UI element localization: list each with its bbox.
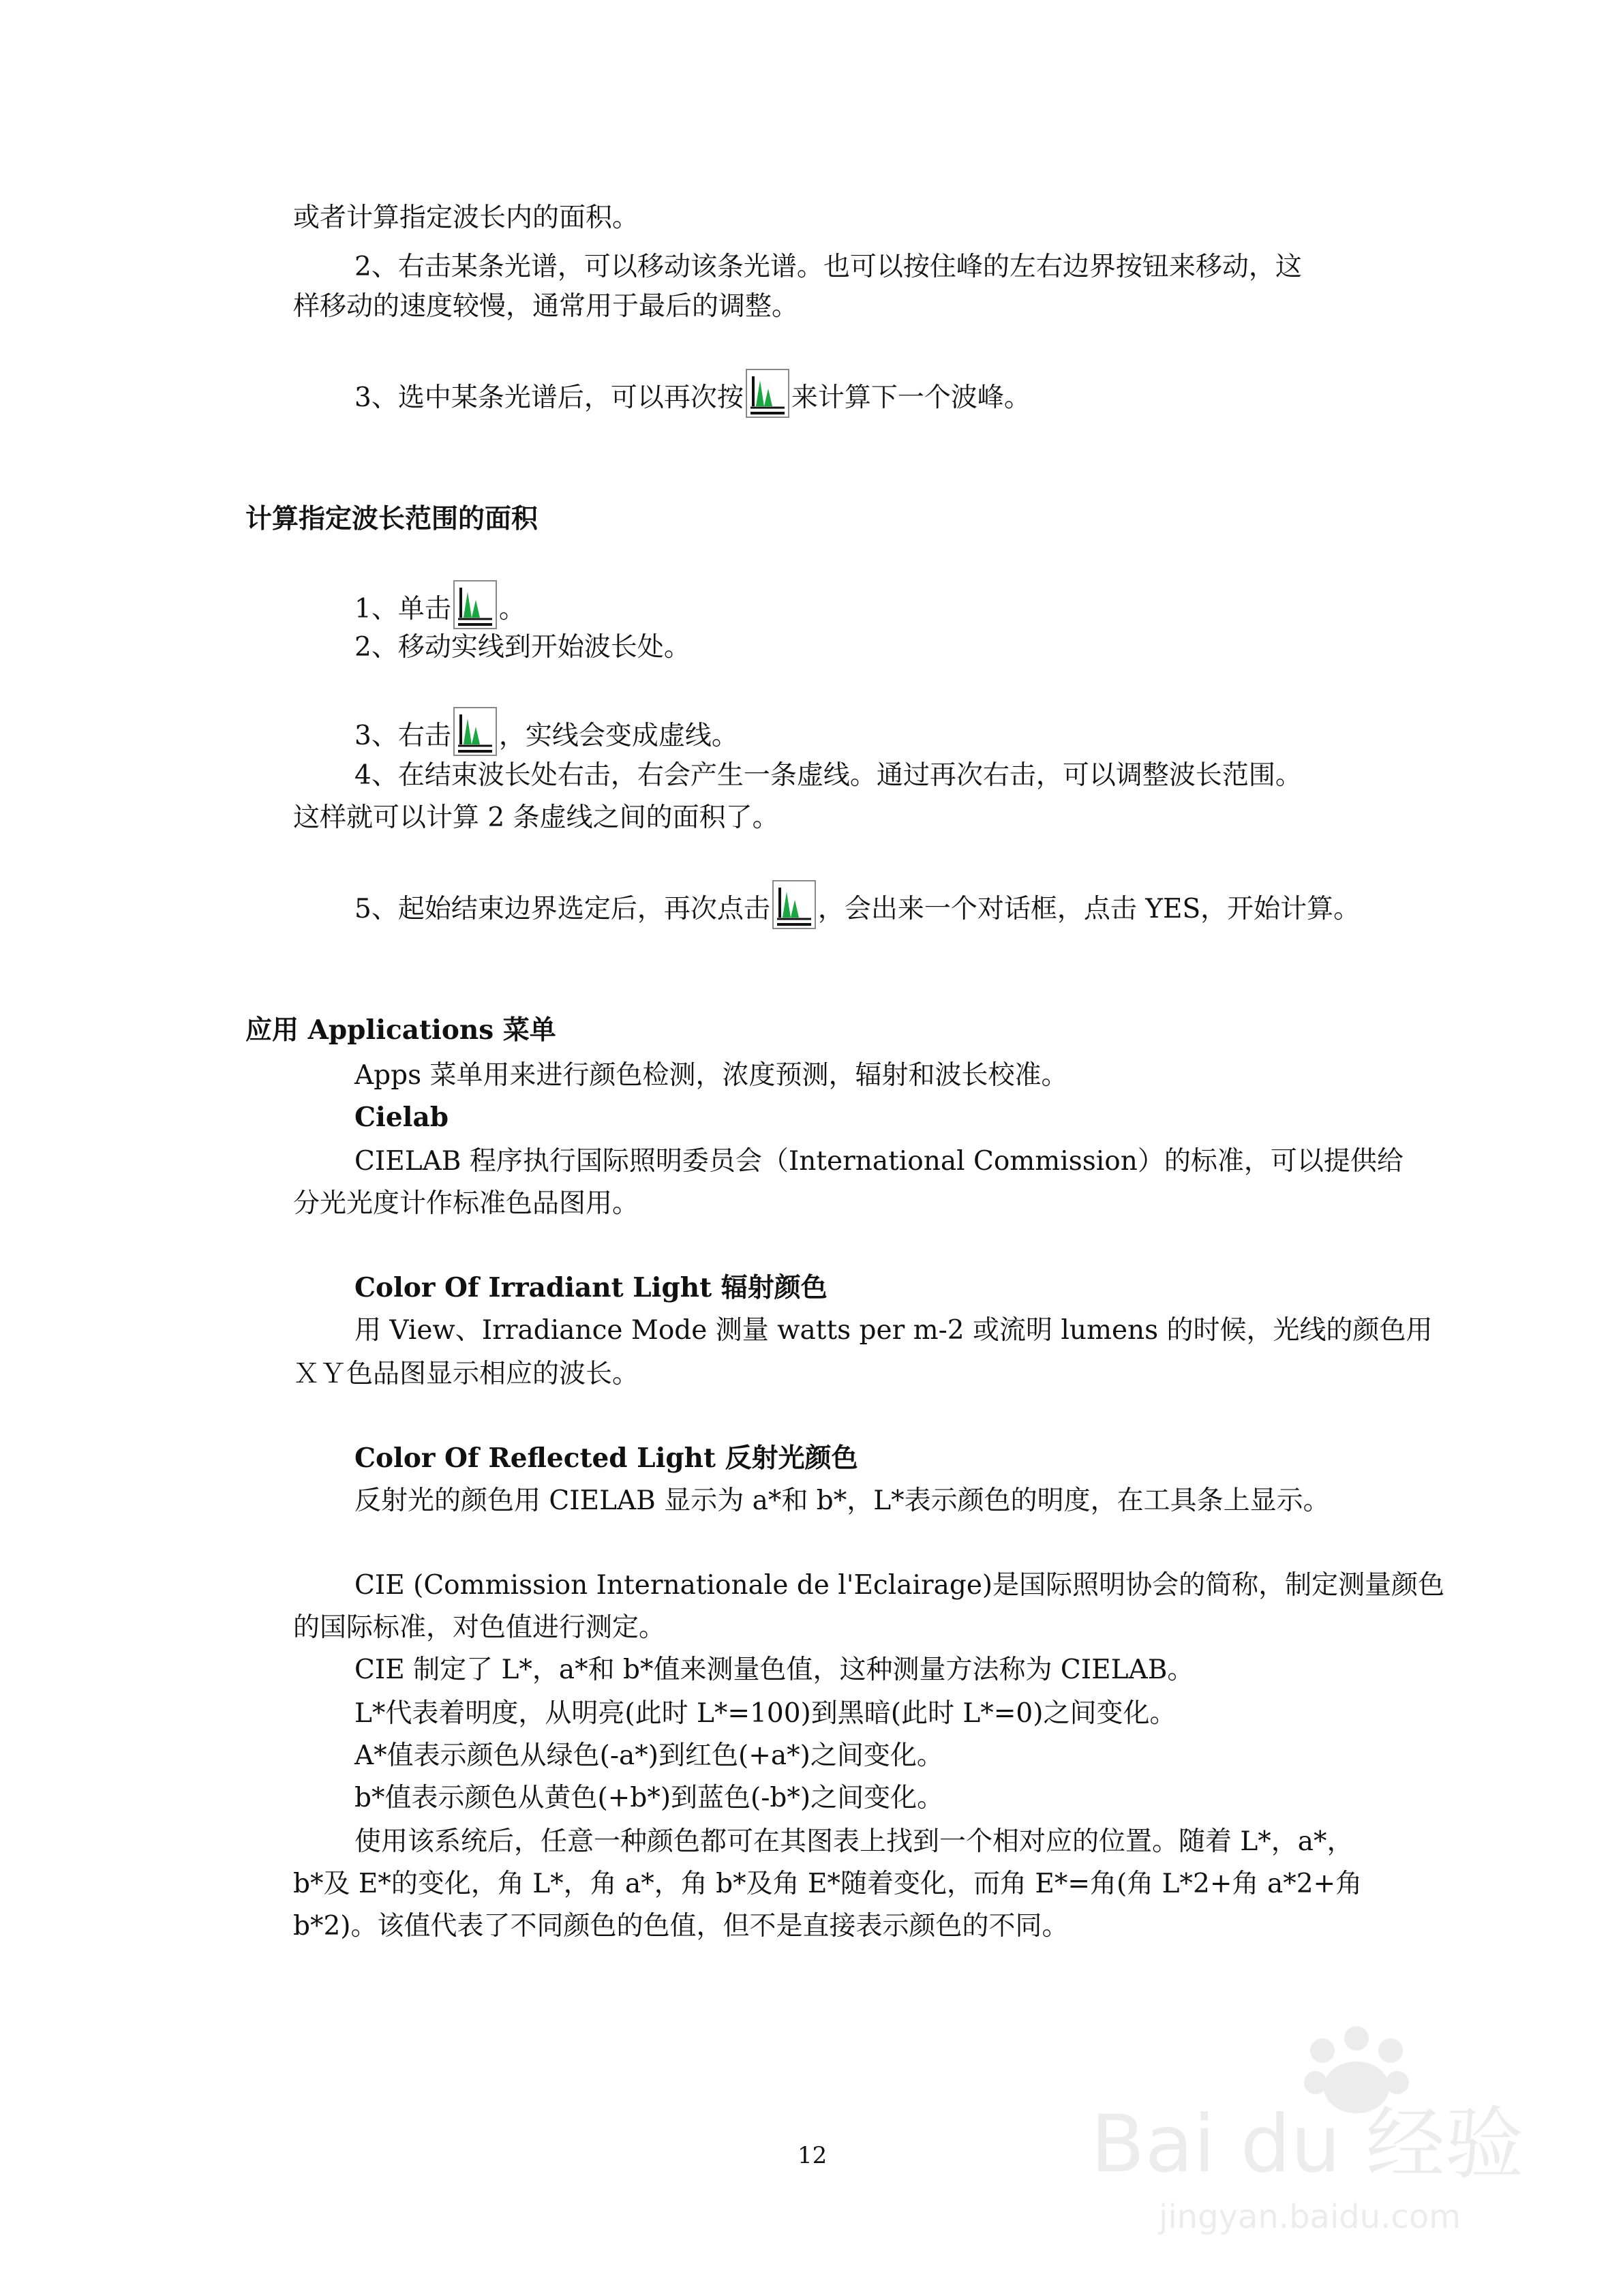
subheading: Color Of Reflected Light 反射光颜色 bbox=[354, 1442, 858, 1474]
paragraph-line: 分光光度计作标准色品图用。 bbox=[293, 1188, 639, 1219]
section-heading: 应用 Applications 菜单 bbox=[245, 1014, 556, 1046]
paragraph-line bbox=[354, 706, 738, 757]
paragraph-line: ＸＹ色品图显示相应的波长。 bbox=[293, 1359, 639, 1389]
paragraph-line: 反射光的颜色用 CIELAB 显示为 a*和 b*，L*表示颜色的明度，在工具条上显示。 bbox=[354, 1485, 1330, 1516]
paragraph-segment: 3、右击 bbox=[354, 721, 451, 751]
paragraph-line bbox=[354, 579, 526, 630]
paragraph-line: 的国际标准，对色值进行测定。 bbox=[293, 1612, 666, 1643]
paragraph-line: 这样就可以计算 2 条虚线之间的面积了。 bbox=[293, 802, 779, 833]
paragraph-segment: 。 bbox=[498, 594, 526, 624]
paragraph-line: b*2)。该值代表了不同颜色的色值，但不是直接表示颜色的不同。 bbox=[293, 1911, 1069, 1942]
paragraph-line bbox=[354, 879, 1360, 930]
peak-area-icon bbox=[453, 579, 498, 630]
paragraph-line: b*及 E*的变化，角 L*，角 a*，角 b*及角 E*随着变化，而角 E*=角(角 L*2+角 a*2+角 bbox=[293, 1869, 1363, 1899]
paragraph-line: 2、右击某条光谱，可以移动该条光谱。也可以按住峰的左右边界按钮来移动，这 bbox=[354, 252, 1302, 282]
page-number: 12 bbox=[798, 2142, 828, 2169]
paragraph-line: b*值表示颜色从黄色(+b*)到蓝色(-b*)之间变化。 bbox=[354, 1783, 944, 1813]
paragraph-line: A*值表示颜色从绿色(-a*)到红色(+a*)之间变化。 bbox=[354, 1740, 943, 1771]
paragraph-line bbox=[354, 368, 1031, 419]
subheading: Color Of Irradiant Light 辐射颜色 bbox=[354, 1272, 828, 1303]
paragraph-segment: ，实线会变成虚线。 bbox=[498, 721, 738, 751]
baidu-watermark bbox=[1077, 2011, 1595, 2243]
section-heading: 计算指定波长范围的面积 bbox=[245, 504, 539, 534]
paragraph-line: 或者计算指定波长内的面积。 bbox=[293, 202, 639, 233]
paragraph-line: CIELAB 程序执行国际照明委员会（International Commission）的标准，可以提供给 bbox=[354, 1146, 1404, 1177]
paragraph-line: 样移动的速度较慢，通常用于最后的调整。 bbox=[293, 291, 799, 322]
paragraph-line: Apps 菜单用来进行颜色检测，浓度预测，辐射和波长校准。 bbox=[354, 1060, 1068, 1091]
paragraph-segment: 3、选中某条光谱后，可以再次按 bbox=[354, 382, 744, 413]
paragraph-line: 使用该系统后，任意一种颜色都可在其图表上找到一个相对应的位置。随着 L*，a*， bbox=[354, 1826, 1354, 1857]
peak-area-icon bbox=[745, 368, 790, 419]
paragraph-line: 4、在结束波长处右击，右会产生一条虚线。通过再次右击，可以调整波长范围。 bbox=[354, 760, 1302, 791]
paragraph-line: 用 View、Irradiance Mode 测量 watts per m-2 或流明 lumens 的时候，光线的颜色用 bbox=[354, 1315, 1433, 1346]
paragraph-segment: 1、单击 bbox=[354, 594, 451, 624]
paragraph-segment: 来计算下一个波峰。 bbox=[791, 382, 1031, 413]
peak-area-icon bbox=[772, 879, 817, 930]
subheading: Cielab bbox=[354, 1102, 449, 1133]
paragraph-line: CIE (Commission Internationale de l'Eclairage)是国际照明协会的简称，制定测量颜色 bbox=[354, 1570, 1445, 1601]
paragraph-line: 2、移动实线到开始波长处。 bbox=[354, 632, 691, 663]
watermark-brand: Bai du 经验 bbox=[1091, 2098, 1524, 2190]
peak-area-icon bbox=[453, 706, 498, 757]
paragraph-line: L*代表着明度，从明亮(此时 L*=100)到黑暗(此时 L*=0)之间变化。 bbox=[354, 1698, 1177, 1729]
paragraph-line: CIE 制定了 L*，a*和 b*值来测量色值，这种测量方法称为 CIELAB。 bbox=[354, 1655, 1194, 1685]
watermark-url: jingyan.baidu.com bbox=[1159, 2198, 1461, 2236]
paragraph-segment: 5、起始结束边界选定后，再次点击 bbox=[354, 894, 770, 924]
paragraph-segment: ，会出来一个对话框，点击 YES，开始计算。 bbox=[817, 894, 1361, 924]
